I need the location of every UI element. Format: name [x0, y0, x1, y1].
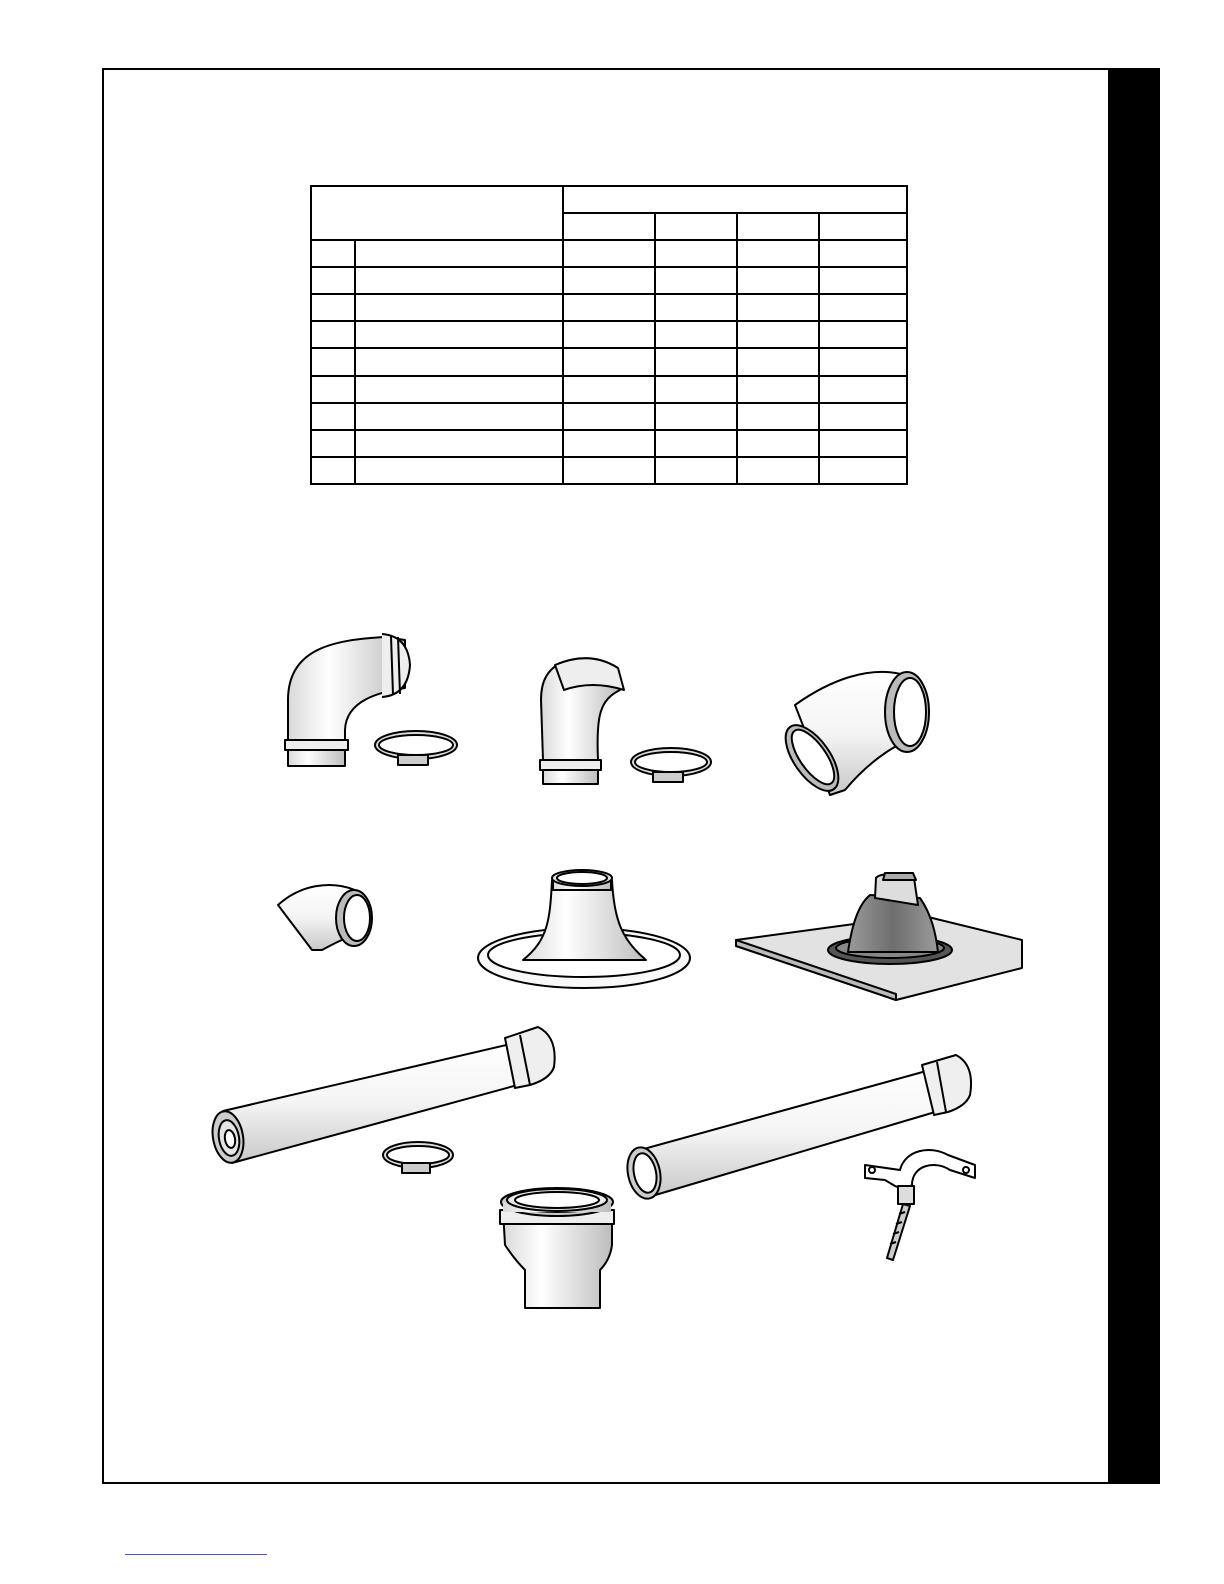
flat-roof-flashing-icon	[478, 870, 690, 988]
elbow-90-with-clamp-icon	[285, 634, 457, 766]
adapter-reducer-icon	[500, 1188, 614, 1308]
elbow-45-with-clamp-icon	[540, 658, 711, 784]
straight-pipe-with-clamp-icon	[209, 1027, 555, 1173]
pitched-roof-flashing-icon	[736, 873, 1022, 1000]
footer-link-underline[interactable]	[125, 1554, 267, 1555]
straight-pipe-icon	[623, 1055, 971, 1202]
elbow-small-icon	[278, 885, 372, 950]
wall-bracket-icon	[865, 1150, 975, 1260]
elbow-large-icon	[775, 672, 929, 800]
